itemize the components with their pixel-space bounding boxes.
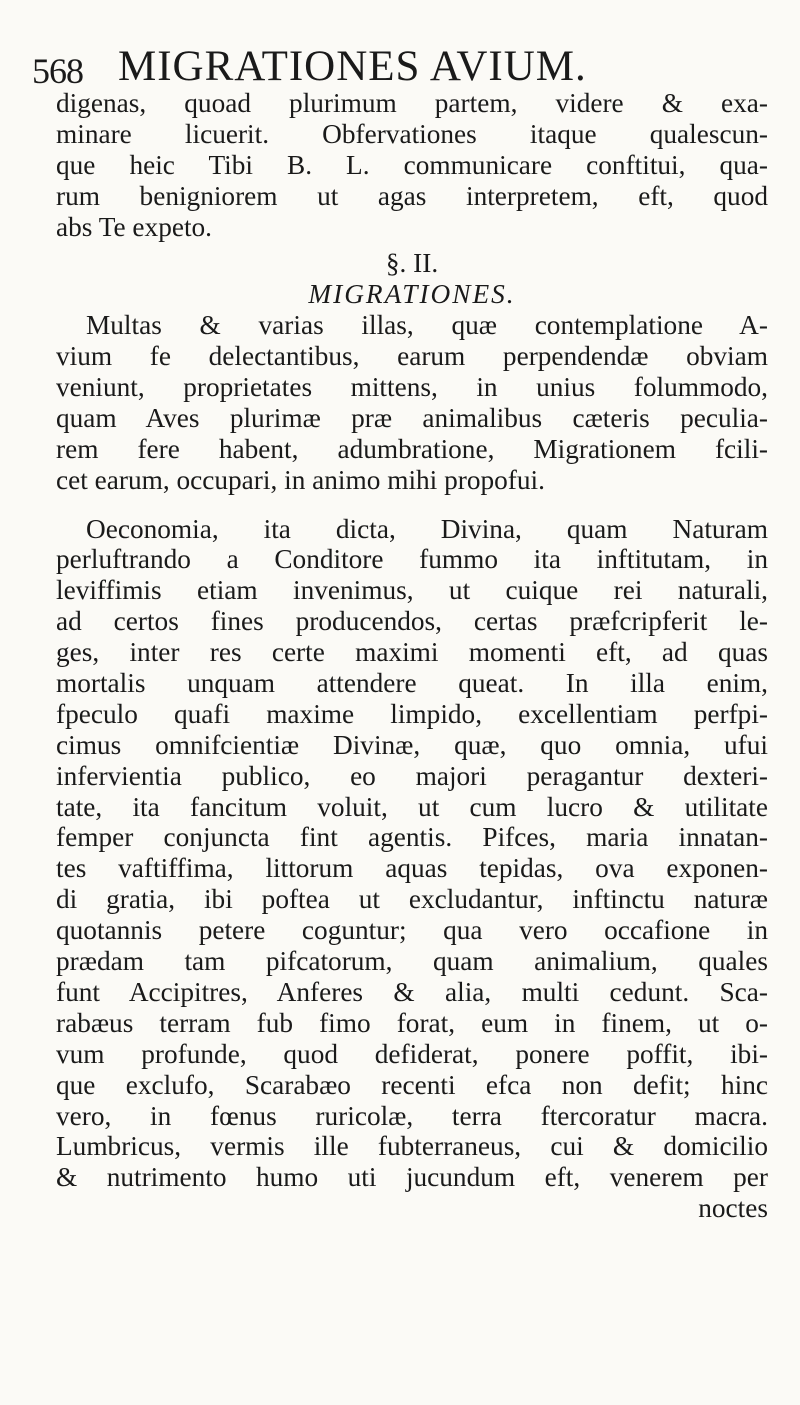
text-line: funt Accipitres, Anferes & alia, multi cedunt. Sca- <box>56 976 768 1007</box>
text-line: di gratia, ibi poftea ut excludantur, inftinctu naturæ <box>56 884 768 915</box>
text-line: cimus omnifcientiæ Divinæ, quæ, quo omnia, ufui <box>56 729 768 760</box>
running-title: MIGRATIONES AVIUM. <box>118 43 587 90</box>
text-line: vero, in fœnus ruricolæ, terra ftercoratur macra. <box>56 1100 768 1131</box>
text-line: quotannis petere coguntur; qua vero occafione in <box>56 915 768 946</box>
text-line: que heic Tibi B. L. communicare conftitui, qua- <box>56 149 768 180</box>
text-line: prædam tam pifcatorum, quam animalium, quales <box>56 946 768 977</box>
text-line: vium fe delectantibus, earum perpendendæ obviam <box>56 341 768 372</box>
text-line: Lumbricus, vermis ille fubterraneus, cui & domicilio <box>56 1131 768 1162</box>
text-line: fpeculo quafi maxime limpido, excellentiam perfpi- <box>56 698 768 729</box>
text-line: digenas, quoad plurimum partem, videre & exa- <box>56 88 768 118</box>
spacer <box>56 496 768 514</box>
text-line: infervientia publico, eo majori peragantur dexteri- <box>56 760 768 791</box>
text-line: vum profunde, quod defiderat, ponere poffit, ibi- <box>56 1038 768 1069</box>
text-line: rum benigniorem ut agas interpretem, eft, quod <box>56 180 768 211</box>
section-number: §. II. <box>385 248 439 279</box>
text-line: quam Aves plurimæ præ animalibus cæteris peculia- <box>56 402 768 433</box>
text-line: ges, inter res certe maximi momenti eft, ad quas <box>56 637 768 668</box>
text-line: cet earum, occupari, in animo mihi propofui. <box>56 464 545 495</box>
text-line: que exclufo, Scarabæo recenti efca non defit; hinc <box>56 1069 768 1100</box>
page-header <box>0 42 800 92</box>
text-line: abs Te expeto. <box>56 211 213 242</box>
catchword: noctes <box>698 1193 768 1224</box>
text-line: rem fere habent, adumbratione, Migrationem fcili- <box>56 433 768 464</box>
body-text <box>56 88 768 1224</box>
text-line: tes vaftiffima, littorum aquas tepidas, ova exponen- <box>56 853 768 884</box>
text-line: ad certos fines producendos, certas præfcripferit le- <box>56 606 768 637</box>
text-line: veniunt, proprietates mittens, in unius folummodo, <box>56 372 768 403</box>
text-line: minare licuerit. Obfervationes itaque qualescun- <box>56 118 768 149</box>
text-line: mortalis unquam attendere queat. In illa enim, <box>56 668 768 699</box>
text-line: Multas & varias illas, quæ contemplatione A- <box>86 310 768 341</box>
text-line: perluftrando a Conditore fummo ita inftitutam, in <box>56 544 768 575</box>
text-line: & nutrimento humo uti jucundum eft, venerem per <box>56 1162 768 1193</box>
text-line: tate, ita fancitum voluit, ut cum lucro & utilitate <box>56 791 768 822</box>
page-number: 568 <box>32 51 83 91</box>
text-line: rabæus terram fub fimo forat, eum in finem, ut o- <box>56 1007 768 1038</box>
text-line: femper conjuncta fint agentis. Pifces, maria innatan- <box>56 822 768 853</box>
section-title: MIGRATIONES. <box>308 279 516 310</box>
text-line: leviffimis etiam invenimus, ut cuique rei naturali, <box>56 575 768 606</box>
text-line: Oeconomia, ita dicta, Divina, quam Naturam <box>86 513 768 544</box>
